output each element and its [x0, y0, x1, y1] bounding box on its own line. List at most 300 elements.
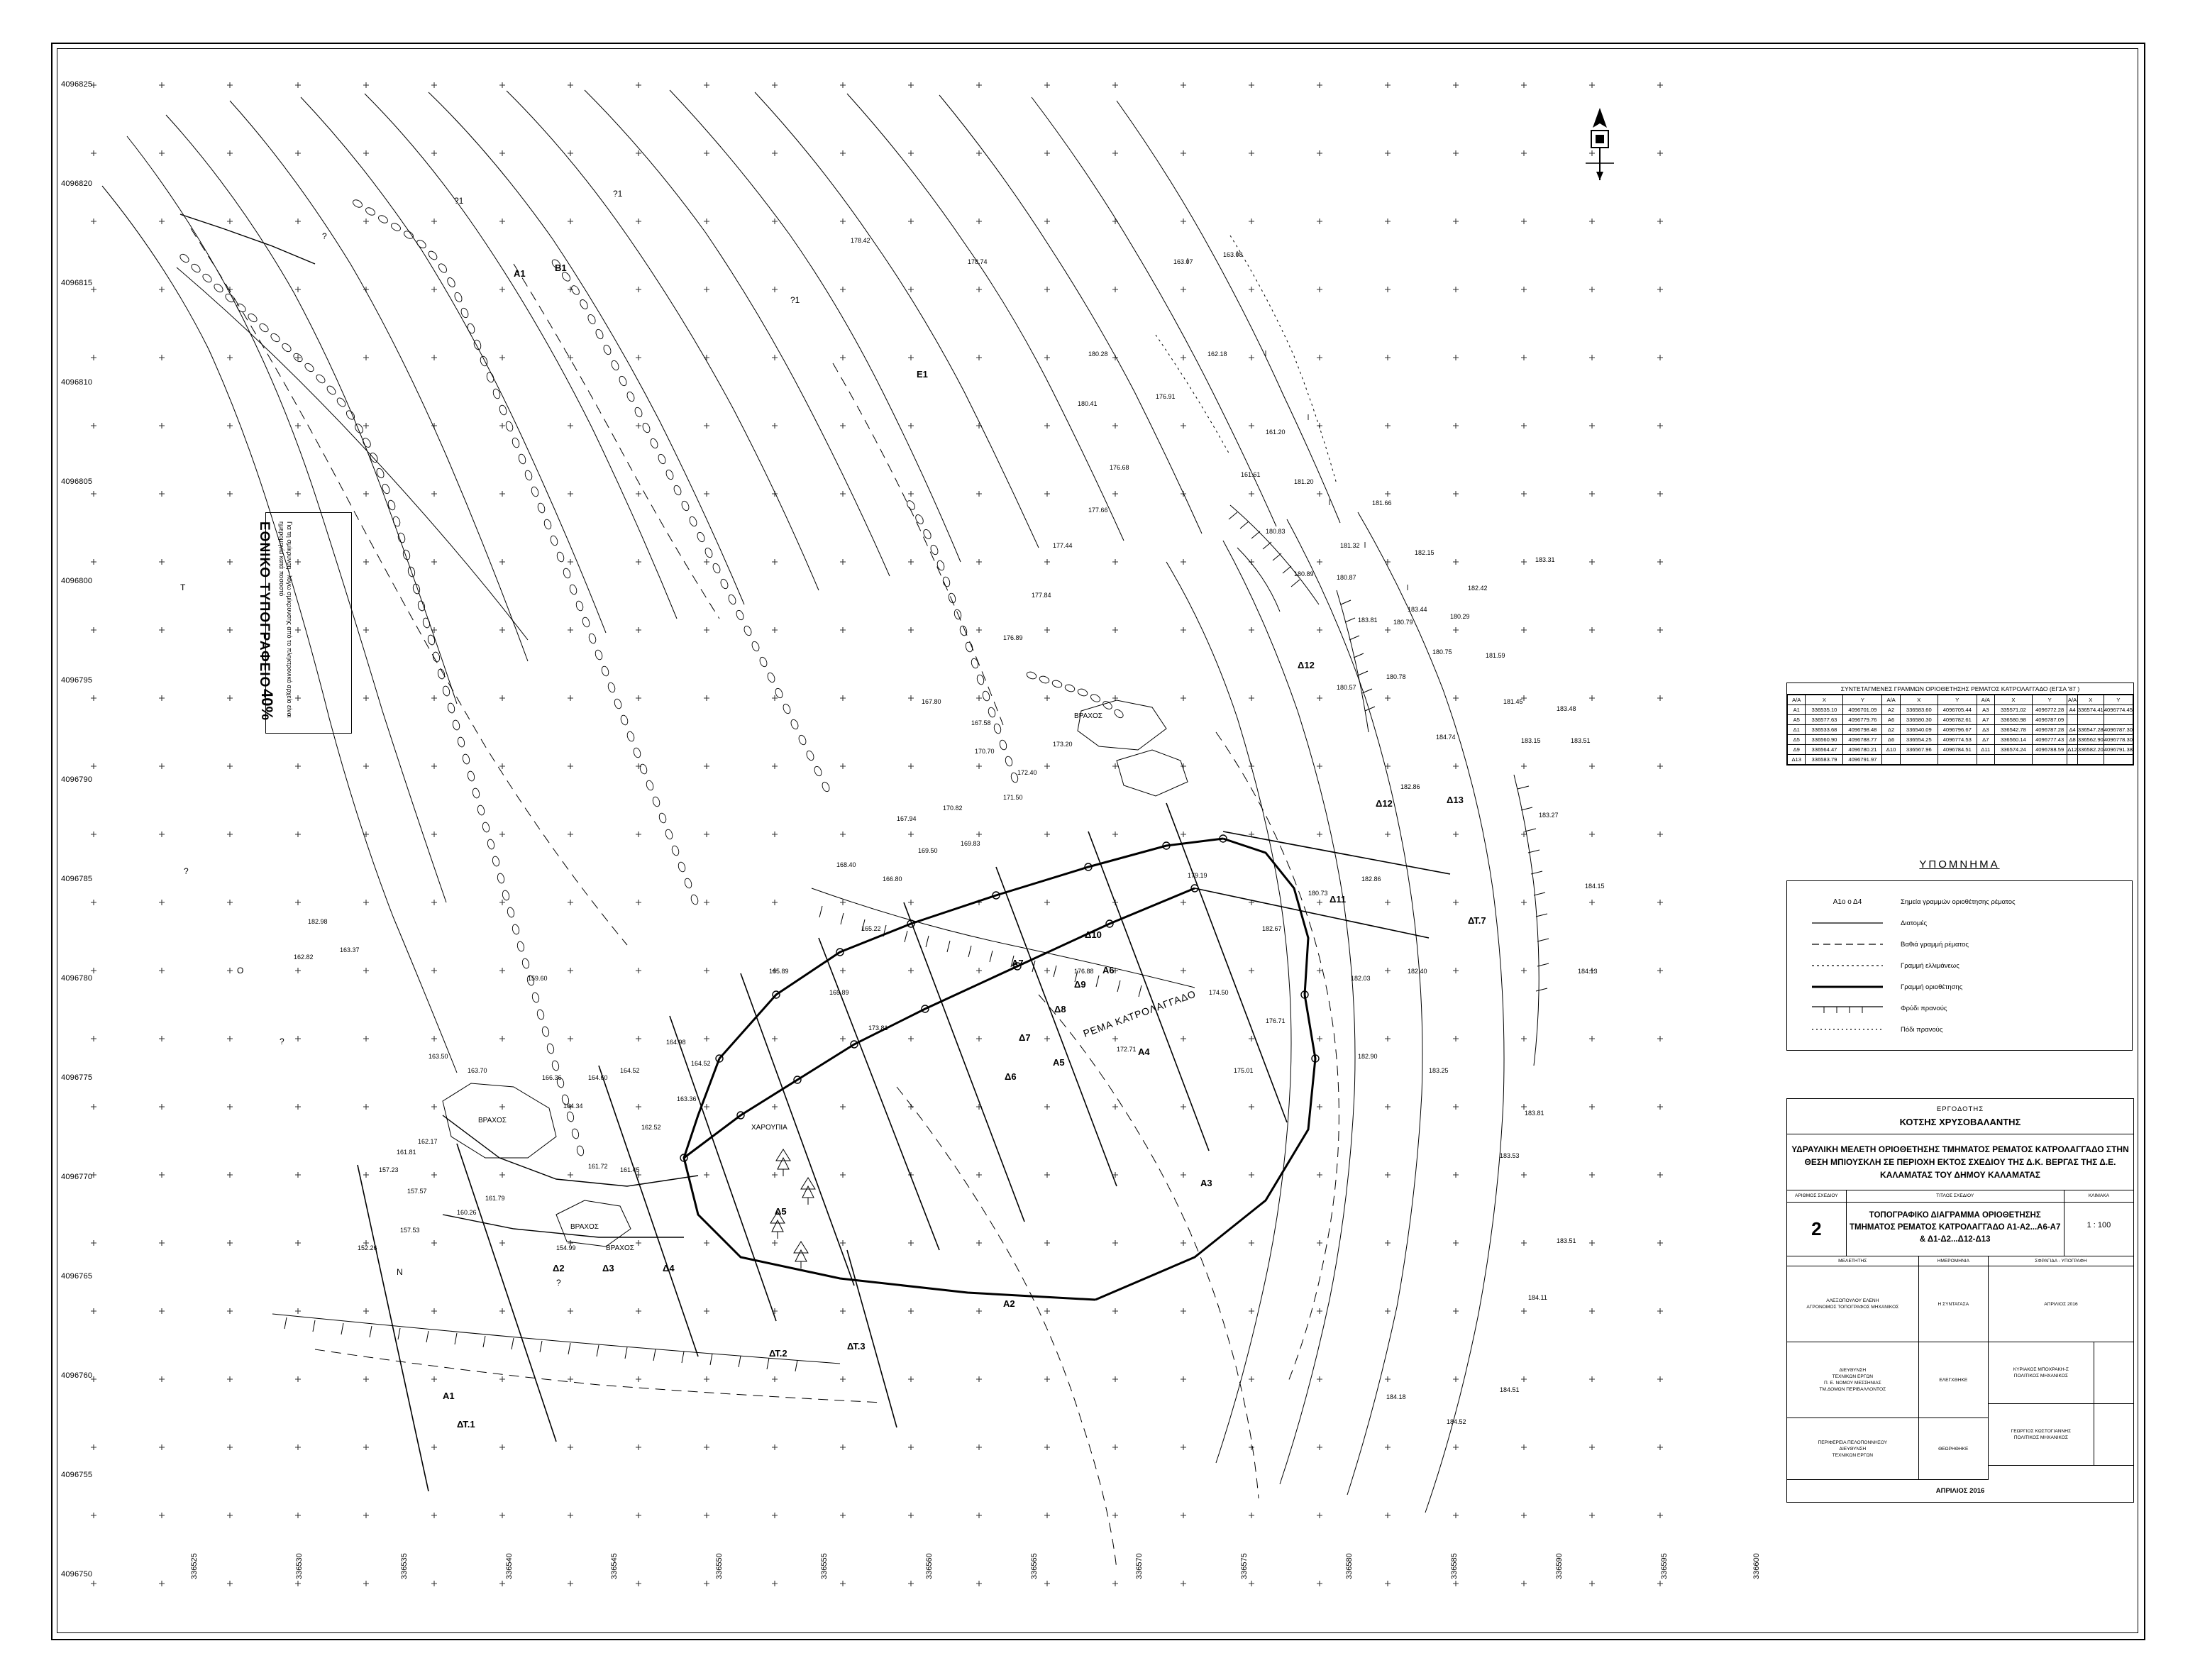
svg-text:Δ3: Δ3 — [602, 1263, 614, 1273]
svg-text:165.22: 165.22 — [861, 925, 881, 932]
svg-text:165.89: 165.89 — [829, 989, 849, 996]
svg-text:163.70: 163.70 — [468, 1067, 487, 1074]
svg-text:164.60: 164.60 — [588, 1074, 608, 1081]
svg-text:182.03: 182.03 — [1351, 975, 1371, 982]
svg-text:Α1: Α1 — [514, 268, 526, 279]
col-x-3: X — [1994, 695, 2032, 705]
svg-text:159.60: 159.60 — [528, 975, 548, 982]
cell: 336580.98 — [1994, 715, 2032, 725]
section-line-icon — [1794, 919, 1901, 927]
svg-text:Δ8: Δ8 — [1054, 1004, 1066, 1015]
svg-text:169.50: 169.50 — [918, 847, 938, 854]
svg-text:180.29: 180.29 — [1450, 613, 1470, 620]
stamp-percent: 40% — [258, 689, 276, 721]
svg-text:180.78: 180.78 — [1386, 673, 1406, 680]
svg-text:175.01: 175.01 — [1234, 1067, 1254, 1074]
svg-text:183.15: 183.15 — [1521, 737, 1541, 744]
svg-text:Δ6: Δ6 — [1005, 1071, 1017, 1082]
cell: Α5 — [1788, 715, 1806, 725]
cell: Α2 — [1882, 705, 1900, 715]
svg-text:183.51: 183.51 — [1557, 1237, 1576, 1244]
svg-text:182.15: 182.15 — [1415, 549, 1435, 556]
cell — [2067, 715, 2078, 725]
svg-text:ΔΤ.7: ΔΤ.7 — [1468, 915, 1486, 926]
cell: 4096778.30 — [2104, 735, 2133, 745]
cell — [2104, 715, 2133, 725]
svg-text:Α2: Α2 — [1003, 1298, 1015, 1309]
x-tick: 336580 — [1345, 1553, 1354, 1579]
svg-text:173.81: 173.81 — [868, 1024, 888, 1032]
signature-header-row — [1787, 1256, 2133, 1266]
col-aa-4: Α/Α — [2067, 695, 2078, 705]
svg-text:181.59: 181.59 — [1486, 652, 1505, 659]
cell: 4096787.30 — [2104, 725, 2133, 735]
col-y-3: Y — [2032, 695, 2067, 705]
svg-text:180.83: 180.83 — [1266, 528, 1286, 535]
svg-text:177.66: 177.66 — [1088, 507, 1108, 514]
cell: 336542.78 — [1994, 725, 2032, 735]
cell: 336560.90 — [1806, 735, 1843, 745]
svg-text:176.89: 176.89 — [1003, 634, 1023, 641]
authority2-signature-name: ΓΕΩΡΓΙΟΣ ΚΩΣΤΟΓΙΑΝΝΗΣ ΠΟΛΙΤΙΚΟΣ ΜΗΧΑΝΙΚΟΣ — [1989, 1404, 2094, 1465]
cell: 336583.79 — [1806, 755, 1843, 765]
svg-text:161.81: 161.81 — [397, 1149, 416, 1156]
svg-text:?: ? — [280, 1037, 284, 1046]
svg-text:Δ12: Δ12 — [1376, 798, 1393, 809]
svg-text:Δ5: Δ5 — [775, 1206, 787, 1217]
cell: Δ13 — [1788, 755, 1806, 765]
svg-text:184.11: 184.11 — [1528, 1294, 1547, 1301]
svg-text:?: ? — [322, 231, 327, 241]
col-x-1: X — [1806, 695, 1843, 705]
svg-text:167.58: 167.58 — [971, 719, 991, 726]
cell: 4096796.67 — [1938, 725, 1977, 735]
designer-role: Η ΣΥΝΤΑΓΑΣΑ — [1919, 1266, 1988, 1342]
col-x-4: X — [2077, 695, 2104, 705]
svg-text:183.27: 183.27 — [1539, 812, 1559, 819]
stamp-title: ΕΘΝΙΚΟ ΤΥΠΟΓΡΑΦΕΙΟ — [257, 521, 272, 688]
svg-text:176.91: 176.91 — [1156, 393, 1176, 400]
drawing-row — [1787, 1190, 2133, 1256]
cell — [2067, 755, 2078, 765]
svg-text:Ν: Ν — [397, 1267, 403, 1277]
svg-text:Τ: Τ — [180, 582, 186, 592]
svg-text:170.82: 170.82 — [943, 805, 963, 812]
cell: 4096774.53 — [1938, 735, 1977, 745]
svg-text:166.36: 166.36 — [542, 1074, 562, 1081]
cell: Α6 — [1882, 715, 1900, 725]
y-tick: 4096795 — [61, 676, 93, 685]
svg-text:170.70: 170.70 — [975, 748, 995, 755]
scale-header: ΚΛΙΜΑΚΑ — [2064, 1190, 2133, 1203]
cell: 4096798.48 — [1843, 725, 1882, 735]
cell: 4096774.45 — [2104, 705, 2133, 715]
signature-right-col — [1989, 1266, 2133, 1480]
svg-text:?: ? — [184, 866, 189, 876]
svg-text:154.99: 154.99 — [556, 1244, 576, 1251]
cell: 4096779.76 — [1843, 715, 1882, 725]
authority2-name: ΠΕΡΙΦΕΡΕΙΑ ΠΕΛΟΠΟΝΝΗΣΟΥ ΔΙΕΥΘΥΝΣΗ ΤΕΧΝΙΚΩΝ ΕΡΓΩΝ — [1787, 1418, 1918, 1480]
cell: 336535.10 — [1806, 705, 1843, 715]
svg-text:177.84: 177.84 — [1032, 592, 1051, 599]
y-tick: 4096780 — [61, 974, 93, 983]
x-tick: 336600 — [1752, 1553, 1761, 1579]
svg-text:180.28: 180.28 — [1088, 350, 1108, 358]
svg-text:164.52: 164.52 — [691, 1060, 711, 1067]
scale-col — [2064, 1190, 2133, 1256]
cell — [1994, 755, 2032, 765]
legend-item-delimitation-line — [1794, 976, 2125, 998]
cell: 336562.90 — [2077, 735, 2104, 745]
svg-text:184.74: 184.74 — [1436, 734, 1456, 741]
svg-text:182.42: 182.42 — [1468, 585, 1488, 592]
cell: 336554.25 — [1900, 735, 1938, 745]
svg-text:177.44: 177.44 — [1053, 542, 1073, 549]
cell — [2077, 715, 2104, 725]
legend-item-label: Γραμμή ελλιμάνεως — [1901, 961, 1959, 970]
x-tick: 336545 — [610, 1553, 619, 1579]
svg-text:164.34: 164.34 — [563, 1102, 583, 1110]
svg-text:157.23: 157.23 — [379, 1166, 399, 1173]
svg-text:?1: ?1 — [454, 196, 464, 206]
x-tick: 336595 — [1660, 1553, 1669, 1579]
cell: Δ8 — [2067, 735, 2078, 745]
svg-text:161.45: 161.45 — [620, 1166, 640, 1173]
x-tick: 336535 — [400, 1553, 409, 1579]
cell — [1938, 755, 1977, 765]
date-value: ΑΠΡΙΛΙΟΣ 2016 — [1989, 1266, 2133, 1342]
legend-item-sections — [1794, 912, 2125, 934]
svg-text:184.51: 184.51 — [1500, 1386, 1520, 1393]
legend-item-label: Βαθιά γραμμή ρέματος — [1901, 940, 1969, 949]
svg-text:Δ7: Δ7 — [1019, 1032, 1031, 1043]
authority2-sign-row — [1989, 1404, 2133, 1466]
svg-text:173.20: 173.20 — [1053, 741, 1073, 748]
svg-text:174.50: 174.50 — [1209, 989, 1229, 996]
col-aa-2: Α/Α — [1882, 695, 1900, 705]
cell: 336547.28 — [2077, 725, 2104, 735]
cell: Δ7 — [1977, 735, 1994, 745]
svg-text:163.07: 163.07 — [1173, 258, 1193, 265]
legend-item-label: Πόδι πρανούς — [1901, 1025, 1943, 1034]
svg-text:Δ11: Δ11 — [1330, 894, 1347, 905]
signature-header: ΣΦΡΑΓΙΔΑ - ΥΠΟΓΡΑΦΗ — [2035, 1259, 2087, 1264]
svg-text:152.26: 152.26 — [358, 1244, 377, 1251]
cell: 336567.96 — [1900, 745, 1938, 755]
stamp-note: Για τη σμίκρυνση - λόγω σμίκρυνσης από το πληκτρονικό αρχείο είναι ημερομηνία κατά ποσοστό — [278, 521, 293, 718]
authority1-role: ΕΛΕΓΧΘΗΚΕ — [1919, 1342, 1988, 1418]
legend-item-label: Σημεία γραμμών οριοθέτησης ρέματος — [1901, 897, 2016, 906]
authority1-signature-space — [2094, 1342, 2133, 1403]
svg-text:172.71: 172.71 — [1117, 1046, 1137, 1053]
svg-text:?1: ?1 — [613, 189, 623, 199]
svg-text:Ο: Ο — [237, 966, 244, 976]
svg-text:184.52: 184.52 — [1447, 1418, 1466, 1425]
x-tick: 336530 — [295, 1553, 304, 1579]
col-y-2: Y — [1938, 695, 1977, 705]
svg-text:180.87: 180.87 — [1337, 574, 1356, 581]
svg-text:162.52: 162.52 — [641, 1124, 661, 1131]
boundary-point-symbol-icon — [1794, 898, 1901, 906]
cell: 4096787.09 — [2032, 715, 2067, 725]
svg-text:180.75: 180.75 — [1432, 648, 1452, 656]
x-tick: 336555 — [820, 1553, 829, 1579]
svg-text:182.86: 182.86 — [1400, 783, 1420, 790]
table-row — [1788, 715, 2133, 725]
svg-text:180.89: 180.89 — [1294, 570, 1314, 578]
signature-left-col — [1787, 1266, 1919, 1480]
table-header-row — [1788, 695, 2133, 705]
legend-item-boundary-points — [1794, 891, 2125, 912]
svg-text:172.40: 172.40 — [1017, 769, 1037, 776]
y-tick: 4096815 — [61, 279, 93, 287]
cell: 4096791.38 — [2104, 745, 2133, 755]
legend-item-slope-toe — [1794, 1019, 2125, 1040]
legend-item-thalweg — [1794, 934, 2125, 955]
cell: 4096791.97 — [1843, 755, 1882, 765]
cell: 4096788.77 — [1843, 735, 1882, 745]
cell: Δ12 — [2067, 745, 2078, 755]
table-row — [1788, 705, 2133, 715]
cell: 4096705.44 — [1938, 705, 1977, 715]
svg-text:Α6: Α6 — [1102, 965, 1115, 976]
legend-item-flood-line — [1794, 955, 2125, 976]
svg-text:Ε1: Ε1 — [917, 369, 928, 380]
y-tick: 4096755 — [61, 1471, 93, 1479]
cell: Δ3 — [1977, 725, 1994, 735]
cell — [1977, 755, 1994, 765]
cell: Δ5 — [1788, 735, 1806, 745]
svg-text:163.08: 163.08 — [1223, 251, 1243, 258]
x-tick: 336585 — [1450, 1553, 1459, 1579]
svg-text:180.57: 180.57 — [1337, 684, 1356, 691]
svg-text:166.80: 166.80 — [883, 875, 902, 883]
svg-text:184.13: 184.13 — [1578, 968, 1598, 975]
col-aa-3: Α/Α — [1977, 695, 1994, 705]
svg-text:ΧΑΡΟΥΠΙΑ: ΧΑΡΟΥΠΙΑ — [751, 1124, 787, 1132]
dashed-line-icon — [1794, 941, 1901, 948]
authority2-role: ΘΕΩΡΗΘΗΚΕ — [1919, 1418, 1988, 1480]
svg-text:Δ4: Δ4 — [663, 1263, 675, 1273]
svg-text:ΒΡΑΧΟΣ: ΒΡΑΧΟΣ — [570, 1223, 599, 1231]
y-tick: 4096825 — [61, 80, 93, 89]
cell: Α1 — [1788, 705, 1806, 715]
svg-text:179.19: 179.19 — [1188, 872, 1207, 879]
cell: Α3 — [1977, 705, 1994, 715]
svg-text:178.74: 178.74 — [968, 258, 988, 265]
employer-label: ΕΡΓΟΔΟΤΗΣ — [1936, 1105, 1984, 1113]
signature-grid — [1787, 1266, 2133, 1480]
svg-text:183.31: 183.31 — [1535, 556, 1555, 563]
svg-text:181.66: 181.66 — [1372, 499, 1392, 507]
svg-text:171.50: 171.50 — [1003, 794, 1023, 801]
cell: 335571.02 — [1994, 705, 2032, 715]
hachure-line-icon — [1794, 1002, 1901, 1014]
svg-text:157.57: 157.57 — [407, 1188, 427, 1195]
svg-text:184.18: 184.18 — [1386, 1393, 1406, 1400]
national-printing-office-stamp — [257, 512, 352, 734]
svg-text:ΔΤ.3: ΔΤ.3 — [847, 1341, 866, 1352]
y-tick: 4096805 — [61, 477, 93, 486]
legend-box — [1786, 880, 2133, 1051]
svg-text:161.79: 161.79 — [485, 1195, 505, 1202]
cell: 4096782.61 — [1938, 715, 1977, 725]
authority1-sign-row — [1989, 1342, 2133, 1404]
svg-text:167.94: 167.94 — [897, 815, 917, 822]
cell: 336574.24 — [1994, 745, 2032, 755]
drawing-title: ΤΟΠΟΓΡΑΦΙΚΟ ΔΙΑΓΡΑΜΜΑ ΟΡΙΟΘΕΤΗΣΗΣ ΤΜΗΜΑΤΟΣ ΡΕΜΑΤΟΣ ΚΑΤΡΟΛΑΓΓΑΔΟ Α1-Α2...Α6-Α7 & Δ1-Δ2...Δ12-Δ13 — [1850, 1211, 2061, 1244]
svg-text:ΔΤ.1: ΔΤ.1 — [457, 1419, 475, 1430]
svg-text:Δ2: Δ2 — [553, 1263, 565, 1273]
dotted-line-icon — [1794, 1026, 1901, 1033]
svg-text:162.18: 162.18 — [1207, 350, 1227, 358]
x-tick: 336560 — [925, 1553, 934, 1579]
employer-name: ΚΟΤΣΗΣ ΧΡΥΣΟΒΑΛΑΝΤΗΣ — [1899, 1117, 2021, 1127]
cell: 336580.30 — [1900, 715, 1938, 725]
x-tick: 336570 — [1135, 1553, 1144, 1579]
scale-value: 1 : 100 — [2086, 1221, 2111, 1229]
svg-text:ΔΤ.2: ΔΤ.2 — [769, 1348, 787, 1359]
svg-text:Α7: Α7 — [1012, 958, 1024, 968]
svg-text:162.82: 162.82 — [294, 954, 314, 961]
svg-text:ΒΡΑΧΟΣ: ΒΡΑΧΟΣ — [606, 1244, 634, 1252]
date-header: ΗΜΕΡΟΜΗΝΙΑ — [1919, 1256, 1989, 1266]
cell: Δ9 — [1788, 745, 1806, 755]
svg-text:ΡΕΜΑ ΚΑΤΡΟΛΑΓΓΑΔΟ: ΡΕΜΑ ΚΑΤΡΟΛΑΓΓΑΔΟ — [1081, 988, 1198, 1039]
svg-text:183.81: 183.81 — [1358, 617, 1378, 624]
svg-text:176.88: 176.88 — [1074, 968, 1094, 975]
cell: 4096772.28 — [2032, 705, 2067, 715]
svg-text:Δ10: Δ10 — [1085, 929, 1102, 940]
coordinates-table-caption: ΣΥΝΤΕΤΑΓΜΕΝΕΣ ΓΡΑΜΜΩΝ ΟΡΙΟΘΕΤΗΣΗΣ ΡΕΜΑΤΟΣ ΚΑΤΡΟΛΑΓΓΑΔΟ (ΕΓΣΑ '87 ) — [1787, 683, 2133, 695]
cell — [1882, 755, 1900, 765]
cell: Δ10 — [1882, 745, 1900, 755]
svg-text:183.53: 183.53 — [1500, 1152, 1520, 1159]
cell — [2104, 755, 2133, 765]
svg-text:181.45: 181.45 — [1503, 698, 1523, 705]
svg-text:180.41: 180.41 — [1078, 400, 1098, 407]
y-tick: 4096820 — [61, 179, 93, 188]
col-x-2: X — [1900, 695, 1938, 705]
svg-text:164.98: 164.98 — [666, 1039, 686, 1046]
svg-text:182.98: 182.98 — [308, 918, 328, 925]
svg-text:184.15: 184.15 — [1585, 883, 1605, 890]
svg-text:164.52: 164.52 — [620, 1067, 640, 1074]
svg-text:160.26: 160.26 — [457, 1209, 477, 1216]
designer-header: ΜΕΛΕΤΗΤΗΣ — [1787, 1256, 1919, 1266]
authority1-signature-name: ΚΥΡΙΑΚΟΣ ΜΠΟΧΡΑΚΗ-Σ ΠΟΛΙΤΙΚΟΣ ΜΗΧΑΝΙΚΟΣ — [1989, 1342, 2094, 1403]
svg-text:178.42: 178.42 — [851, 237, 870, 244]
y-tick: 4096765 — [61, 1272, 93, 1281]
cell — [2077, 755, 2104, 765]
drawing-title-col — [1847, 1190, 2064, 1256]
svg-text:176.71: 176.71 — [1266, 1017, 1286, 1024]
svg-text:183.44: 183.44 — [1408, 606, 1427, 613]
svg-text:163.37: 163.37 — [340, 946, 360, 954]
x-tick: 336550 — [715, 1553, 724, 1579]
cell — [1900, 755, 1938, 765]
svg-text:Α1: Α1 — [443, 1391, 455, 1401]
svg-text:180.79: 180.79 — [1393, 619, 1413, 626]
svg-text:183.51: 183.51 — [1571, 737, 1591, 744]
svg-text:157.53: 157.53 — [400, 1227, 420, 1234]
legend-symbol-label: Α1ο ο Δ4 — [1833, 897, 1862, 906]
svg-text:181.32: 181.32 — [1340, 542, 1360, 549]
table-row — [1788, 735, 2133, 745]
employer-row — [1787, 1099, 2133, 1134]
svg-text:167.80: 167.80 — [922, 698, 941, 705]
title-block-footer: ΑΠΡΙΛΙΟΣ 2016 — [1935, 1487, 1985, 1495]
y-tick: 4096790 — [61, 775, 93, 784]
col-y-1: Y — [1843, 695, 1882, 705]
cell: Δ2 — [1882, 725, 1900, 735]
table-row — [1788, 755, 2133, 765]
y-tick: 4096810 — [61, 378, 93, 387]
signature-mid-col — [1919, 1266, 1989, 1480]
col-aa-1: Α/Α — [1788, 695, 1806, 705]
thick-line-icon — [1794, 983, 1901, 990]
cell: 4096780.21 — [1843, 745, 1882, 755]
cell: Δ4 — [2067, 725, 2078, 735]
svg-text:165.89: 165.89 — [769, 968, 789, 975]
cell: 4096787.28 — [2032, 725, 2067, 735]
legend-item-label: Φρύδι πρανούς — [1901, 1004, 1947, 1012]
table-row — [1788, 745, 2133, 755]
x-tick: 336540 — [505, 1553, 514, 1579]
svg-text:182.40: 182.40 — [1408, 968, 1427, 975]
svg-text:161.61: 161.61 — [1241, 471, 1261, 478]
project-title: ΥΔΡΑΥΛΙΚΗ ΜΕΛΕΤΗ ΟΡΙΟΘΕΤΗΣΗΣ ΤΜΗΜΑΤΟΣ ΡΕΜΑΤΟΣ ΚΑΤΡΟΛΑΓΓΑΔΟ ΣΤΗΝ ΘΕΣΗ ΜΠΙΟΥΣΚΛΗ ΣΕ ΠΕΡΙΟΧΗ ΕΚΤΟΣ ΣΧΕΔΙΟΥ ΤΗΣ Δ.Κ. ΒΕΡΓΑΣ ΤΗΣ Δ.Ε. ΚΑΛΑΜΑΤΑΣ ΤΟΥ ΔΗΜΟΥ ΚΑΛΑΜΑΤΑΣ — [1791, 1144, 2129, 1180]
cell: 4096777.43 — [2032, 735, 2067, 745]
y-tick: 4096770 — [61, 1173, 93, 1181]
fine-dashed-line-icon — [1794, 962, 1901, 969]
svg-text:168.40: 168.40 — [836, 861, 856, 868]
x-tick: 336565 — [1030, 1553, 1039, 1579]
y-tick: 4096785 — [61, 875, 93, 883]
x-tick: 336575 — [1240, 1553, 1249, 1579]
legend-item-label: Διατομές — [1901, 919, 1928, 927]
drawing-number-col — [1787, 1190, 1847, 1256]
svg-text:183.48: 183.48 — [1557, 705, 1576, 712]
svg-text:163.50: 163.50 — [429, 1053, 448, 1060]
svg-text:162.17: 162.17 — [418, 1138, 438, 1145]
svg-text:180.73: 180.73 — [1308, 890, 1328, 897]
cell: Δ1 — [1788, 725, 1806, 735]
y-tick: 4096760 — [61, 1371, 93, 1380]
svg-text:Α5: Α5 — [1053, 1057, 1065, 1068]
svg-text:181.20: 181.20 — [1294, 478, 1314, 485]
cell: 336577.63 — [1806, 715, 1843, 725]
legend — [1786, 858, 2133, 1051]
svg-text:161.72: 161.72 — [588, 1163, 608, 1170]
cell: 336564.47 — [1806, 745, 1843, 755]
cell: 336533.68 — [1806, 725, 1843, 735]
cell: Α4 — [2067, 705, 2078, 715]
drawing-title-header: ΤΙΤΛΟΣ ΣΧΕΔΙΟΥ — [1847, 1190, 2064, 1203]
svg-text:Α4: Α4 — [1138, 1046, 1150, 1057]
svg-text:ΒΡΑΧΟΣ: ΒΡΑΧΟΣ — [478, 1117, 507, 1124]
y-tick: 4096750 — [61, 1570, 93, 1579]
svg-text:182.67: 182.67 — [1262, 925, 1282, 932]
drawing-number: 2 — [1811, 1218, 1822, 1239]
table-row — [1788, 725, 2133, 735]
col-y-4: Y — [2104, 695, 2133, 705]
cell: Δ11 — [1977, 745, 1994, 755]
north-arrow-icon — [1579, 106, 1621, 184]
svg-text:Α3: Α3 — [1200, 1178, 1212, 1188]
svg-text:?1: ?1 — [790, 295, 800, 305]
svg-text:163.36: 163.36 — [677, 1095, 697, 1102]
